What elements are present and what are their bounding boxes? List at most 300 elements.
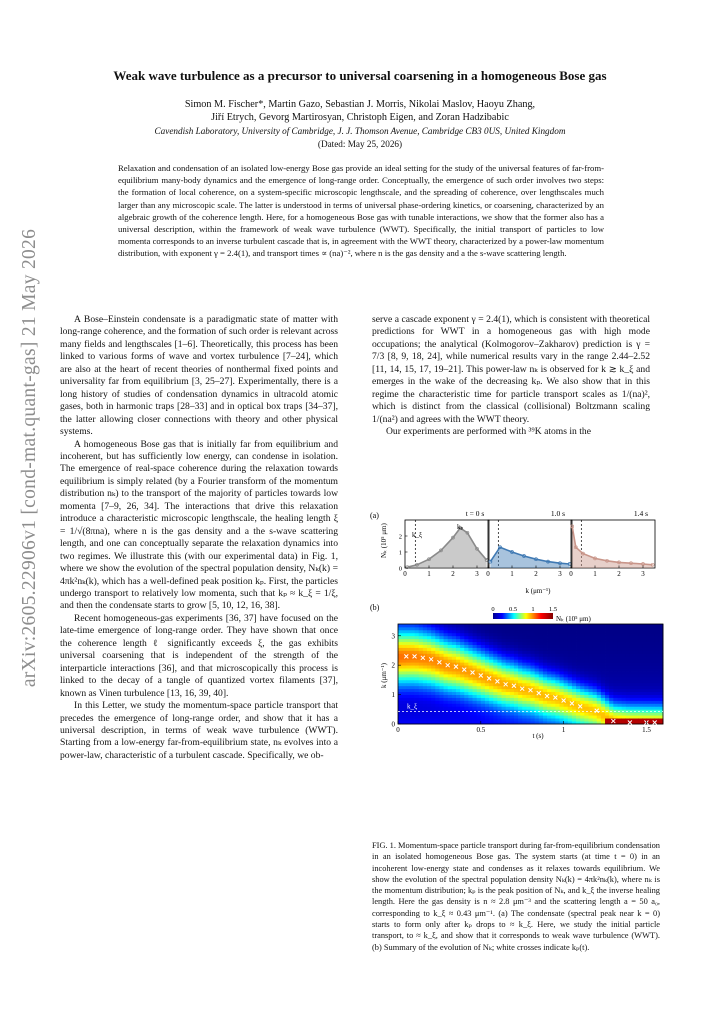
heatmap-cell [423, 645, 428, 648]
heatmap-cell [415, 633, 420, 636]
heatmap-cell [522, 648, 527, 651]
heatmap-cell [510, 671, 515, 674]
heatmap-cell [427, 645, 432, 648]
heatmap-cell [415, 715, 420, 718]
heatmap-cell [456, 671, 461, 674]
heatmap-cell [559, 630, 564, 633]
heatmap-cell [622, 689, 627, 692]
heatmap-cell [605, 677, 610, 680]
heatmap-cell [452, 656, 457, 659]
heatmap-cell [555, 645, 560, 648]
heatmap-cell [539, 636, 544, 639]
heatmap-cell [651, 677, 656, 680]
heatmap-cell [473, 698, 478, 701]
heatmap-cell [593, 636, 598, 639]
heatmap-cell [655, 624, 660, 627]
heatmap-cell [601, 706, 606, 709]
heatmap-cell [489, 659, 494, 662]
heatmap-cell [655, 712, 660, 715]
heatmap-cell [543, 718, 548, 721]
heatmap-cell [564, 636, 569, 639]
heatmap-cell [510, 642, 515, 645]
heatmap-cell [634, 659, 639, 662]
heatmap-cell [435, 686, 440, 689]
heatmap-cell [613, 636, 618, 639]
heatmap-cell [655, 683, 660, 686]
heatmap-cell [559, 703, 564, 706]
heatmap-cell [518, 642, 523, 645]
heatmap-cell [452, 645, 457, 648]
heatmap-cell [402, 633, 407, 636]
heatmap-cell [452, 648, 457, 651]
heatmap-cell [406, 665, 411, 668]
heatmap-cell [464, 648, 469, 651]
heatmap-cell [588, 636, 593, 639]
heatmap-cell [601, 715, 606, 718]
heatmap-cell [485, 668, 490, 671]
heatmap-cell [444, 648, 449, 651]
heatmap-cell [531, 659, 536, 662]
heatmap-cell [601, 650, 606, 653]
heatmap-cell [543, 650, 548, 653]
heatmap-cell [431, 715, 436, 718]
heatmap-cell [622, 700, 627, 703]
heatmap-cell [588, 700, 593, 703]
heatmap-cell [427, 648, 432, 651]
heatmap-cell [588, 698, 593, 701]
heatmap-cell [489, 624, 494, 627]
heatmap-cell [626, 642, 631, 645]
heatmap-cell [402, 712, 407, 715]
k-p-label: kₚ [456, 523, 464, 531]
heatmap-cell [572, 650, 577, 653]
heatmap-cell [539, 715, 544, 718]
heatmap-cell [526, 633, 531, 636]
heatmap-cell [535, 627, 540, 630]
heatmap-cell [423, 662, 428, 665]
heatmap-cell [464, 642, 469, 645]
heatmap-cell [473, 689, 478, 692]
heatmap-cell [473, 715, 478, 718]
heatmap-cell [543, 686, 548, 689]
heatmap-cell [568, 680, 573, 683]
heatmap-cell [622, 712, 627, 715]
heatmap-cell [464, 712, 469, 715]
heatmap-cell [551, 624, 556, 627]
heatmap-cell [655, 636, 660, 639]
heatmap-cell [531, 700, 536, 703]
heatmap-cell [642, 683, 647, 686]
heatmap-cell [477, 653, 482, 656]
heatmap-cell [651, 653, 656, 656]
heatmap-cell [588, 633, 593, 636]
panel-a-subplot [399, 509, 489, 578]
heatmap-cell [510, 712, 515, 715]
heatmap-cell [406, 662, 411, 665]
heatmap-cell [506, 645, 511, 648]
heatmap-cell [572, 715, 577, 718]
heatmap-cell [572, 645, 577, 648]
heatmap-cell [522, 680, 527, 683]
heatmap-cell [423, 706, 428, 709]
heatmap-cell [468, 692, 473, 695]
heatmap-cell [646, 624, 651, 627]
heatmap-cell [580, 674, 585, 677]
heatmap-cell [593, 662, 598, 665]
heatmap-cell [452, 695, 457, 698]
heatmap-cell [435, 639, 440, 642]
heatmap-cell [559, 645, 564, 648]
heatmap-cell [489, 680, 494, 683]
heatmap-cell [617, 668, 622, 671]
heatmap-cell [593, 624, 598, 627]
heatmap-cell [638, 689, 643, 692]
heatmap-cell [473, 662, 478, 665]
heatmap-cell [427, 668, 432, 671]
heatmap-cell [601, 718, 606, 721]
heatmap-cell [597, 671, 602, 674]
heatmap-cell [539, 706, 544, 709]
heatmap-cell [439, 627, 444, 630]
heatmap-cell [473, 630, 478, 633]
heatmap-cell [415, 692, 420, 695]
heatmap-cell [535, 680, 540, 683]
heatmap-cell [481, 659, 486, 662]
heatmap-cell [423, 689, 428, 692]
heatmap-cell [398, 677, 403, 680]
heatmap-cell [406, 698, 411, 701]
heatmap-cell [435, 650, 440, 653]
heatmap-cell [531, 624, 536, 627]
heatmap-cell [642, 662, 647, 665]
heatmap-cell [485, 653, 490, 656]
heatmap-cell [427, 642, 432, 645]
heatmap-cell [642, 642, 647, 645]
heatmap-cell [419, 671, 424, 674]
heatmap-cell [651, 680, 656, 683]
heatmap-cell [613, 703, 618, 706]
heatmap-cell [559, 718, 564, 721]
heatmap-cell [580, 648, 585, 651]
heatmap-cell [473, 627, 478, 630]
heatmap-cell [646, 686, 651, 689]
heatmap-cell [419, 633, 424, 636]
heatmap-cell [406, 642, 411, 645]
heatmap-cell [439, 650, 444, 653]
heatmap-cell [502, 677, 507, 680]
heatmap-cell [410, 671, 415, 674]
heatmap-cell [564, 668, 569, 671]
heatmap-cell [601, 627, 606, 630]
heatmap-cell [460, 650, 465, 653]
heatmap-cell [601, 692, 606, 695]
heatmap-cell [543, 665, 548, 668]
heatmap-cell [547, 686, 552, 689]
heatmap-cell [547, 648, 552, 651]
heatmap-cell [456, 659, 461, 662]
heatmap-cell [502, 630, 507, 633]
heatmap-cell [617, 674, 622, 677]
heatmap-cell [634, 698, 639, 701]
heatmap-cell [468, 689, 473, 692]
heatmap-cell [435, 695, 440, 698]
heatmap-cell [518, 674, 523, 677]
heatmap-cell [551, 633, 556, 636]
heatmap-cell [572, 633, 577, 636]
heatmap-cell [597, 665, 602, 668]
heatmap-cell [526, 695, 531, 698]
heatmap-cell [398, 639, 403, 642]
heatmap-cell [568, 633, 573, 636]
heatmap-cell [419, 630, 424, 633]
heatmap-cell [427, 650, 432, 653]
heatmap-cell [497, 653, 502, 656]
heatmap-cell [655, 689, 660, 692]
heatmap-cell [435, 712, 440, 715]
authors-line-2: Jiří Etrych, Gevorg Martirosyan, Christoph Eigen, and Zoran Hadzibabic [211, 112, 509, 123]
heatmap-cell [410, 689, 415, 692]
heatmap-cell [510, 630, 515, 633]
heatmap-cell [431, 698, 436, 701]
heatmap-cell [522, 656, 527, 659]
heatmap-cell [456, 692, 461, 695]
heatmap-cell [415, 677, 420, 680]
heatmap-cell [431, 624, 436, 627]
heatmap-cell [622, 668, 627, 671]
heatmap-cell [642, 639, 647, 642]
heatmap-cell [481, 715, 486, 718]
heatmap-cell [547, 662, 552, 665]
heatmap-cell [468, 695, 473, 698]
heatmap-cell [576, 659, 581, 662]
heatmap-cell [551, 686, 556, 689]
heatmap-cell [423, 703, 428, 706]
heatmap-cell [555, 674, 560, 677]
heatmap-cell [398, 671, 403, 674]
heatmap-cell [518, 665, 523, 668]
heatmap-cell [448, 683, 453, 686]
heatmap-cell [468, 645, 473, 648]
heatmap-cell [464, 624, 469, 627]
heatmap-cell [510, 662, 515, 665]
heatmap-cell [593, 668, 598, 671]
heatmap-cell [456, 642, 461, 645]
paragraph: serve a cascade exponent γ = 2.4(1), which is consistent with theoretical predictions for WWT in a homogeneous gas with high mode occupations; the analytical (Kolmogorov–Zakharov) prediction is γ = 7/3 [8, 9, 18, 24], while numerical results vary in the range 2.44–2.52 [11, 14, 15, 17, 19–21]. This power-law nₖ is observed for k ≳ k_ξ and emerges in the wake of the decreasing kₚ. We also show that in this regime the characteristic time for particle transport scales as 1/(na)², which is distinct from the classical (collisional) Boltzmann scaling 1/(na²) and agrees with the WWT theory. [372, 314, 650, 425]
heatmap-cell [439, 718, 444, 721]
heatmap-cell [551, 648, 556, 651]
heatmap-cell [485, 645, 490, 648]
heatmap-cell [576, 683, 581, 686]
heatmap-cell [497, 671, 502, 674]
heatmap-cell [617, 718, 622, 721]
heatmap-cell [410, 677, 415, 680]
heatmap-cell [531, 668, 536, 671]
heatmap-cell [431, 686, 436, 689]
heatmap-cell [514, 645, 519, 648]
heatmap-cell [535, 715, 540, 718]
heatmap-cell [439, 706, 444, 709]
heatmap-cell [651, 633, 656, 636]
heatmap-cell [493, 665, 498, 668]
heatmap-cell [439, 674, 444, 677]
heatmap-cell [531, 662, 536, 665]
heatmap-cell [564, 659, 569, 662]
heatmap-cell [460, 677, 465, 680]
heatmap-cell [497, 698, 502, 701]
heatmap-cell [489, 689, 494, 692]
heatmap-cell [651, 689, 656, 692]
heatmap-cell [613, 668, 618, 671]
heatmap-cell [547, 706, 552, 709]
time-label: 1.0 s [550, 509, 566, 518]
heatmap-cell [642, 650, 647, 653]
heatmap-cell [543, 653, 548, 656]
heatmap-cell [588, 677, 593, 680]
heatmap-cell [564, 718, 569, 721]
body-right-column [372, 314, 650, 439]
heatmap-cell [493, 627, 498, 630]
x-tick-label: 3 [558, 570, 562, 578]
heatmap-cell [514, 636, 519, 639]
heatmap-cell [464, 718, 469, 721]
heatmap-cell [626, 677, 631, 680]
heatmap-cell [539, 683, 544, 686]
x-tick-label: 1 [510, 570, 514, 578]
heatmap-cell [580, 627, 585, 630]
heatmap-cell [539, 718, 544, 721]
heatmap-cell [651, 695, 656, 698]
heatmap-cell [448, 674, 453, 677]
heatmap-cell [609, 689, 614, 692]
heatmap-cell [539, 662, 544, 665]
heatmap-cell [423, 715, 428, 718]
heatmap-cell [646, 633, 651, 636]
heatmap-cell [468, 712, 473, 715]
heatmap-cell [564, 677, 569, 680]
abstract: Relaxation and condensation of an isolated low-energy Bose gas provide an ideal setting for the study of the universal features of far-from-equilibrium many-body dynamics and the emergence of long-range order. Conceptually, the emergence of such order involves two steps: the formation of local coherence, on a system-specific microscopic lengthscale, and the spreading of coherence, over lengthscales much larger than any microscopic scale. The latter is understood in terms of universal phase-ordering kinetics, or coarsening, characterized by an algebraic growth of the coherence length. Here, for a homogeneous Bose gas with tunable interactions, we show that the former also has a universal description, within the framework of weak wave turbulence (WWT). Specifically, the initial transport of particles to low momenta corresponds to an inverse turbulent cascade that is, in agreement with the WWT theory, characterized by a power-law momentum distribution, with exponent γ = 2.4(1), and transport times ∝ (na)⁻², where n is the gas density and a the s-wave scattering length. [118, 163, 604, 259]
heatmap-cell [489, 718, 494, 721]
heatmap-cell [551, 639, 556, 642]
heatmap-cell [444, 674, 449, 677]
heatmap-cell [580, 630, 585, 633]
heatmap-cell [398, 712, 403, 715]
heatmap-cell [456, 712, 461, 715]
heatmap-cell [655, 692, 660, 695]
heatmap-cell [468, 686, 473, 689]
heatmap-cell [642, 674, 647, 677]
heatmap-cell [597, 639, 602, 642]
heatmap-cell [593, 648, 598, 651]
heatmap-cell [456, 639, 461, 642]
heatmap-cell [489, 706, 494, 709]
heatmap-cell [547, 680, 552, 683]
heatmap-cell [547, 653, 552, 656]
heatmap-cell [448, 653, 453, 656]
heatmap-cell [655, 633, 660, 636]
heatmap-cell [493, 639, 498, 642]
heatmap-cell [456, 633, 461, 636]
b-y-axis-label: k (μm⁻¹) [380, 663, 388, 688]
heatmap-cell [630, 642, 635, 645]
heatmap-cell [510, 665, 515, 668]
heatmap-cell [497, 624, 502, 627]
heatmap-cell [518, 627, 523, 630]
heatmap-cell [626, 624, 631, 627]
heatmap-cell [531, 715, 536, 718]
heatmap-cell [646, 665, 651, 668]
heatmap-cell [539, 677, 544, 680]
heatmap-cell [626, 698, 631, 701]
heatmap-cell [531, 692, 536, 695]
heatmap-cell [439, 668, 444, 671]
heatmap-cell [597, 630, 602, 633]
heatmap-cell [630, 689, 635, 692]
heatmap-cell [646, 706, 651, 709]
heatmap-cell [559, 662, 564, 665]
heatmap-cell [609, 639, 614, 642]
heatmap-cell [489, 642, 494, 645]
heatmap-cell [419, 624, 424, 627]
heatmap-cell [634, 624, 639, 627]
heatmap-cell [551, 703, 556, 706]
heatmap-cell [439, 630, 444, 633]
heatmap-cell [551, 715, 556, 718]
heatmap-cell [477, 639, 482, 642]
heatmap-cell [576, 642, 581, 645]
heatmap-cell [444, 642, 449, 645]
heatmap-cell [477, 692, 482, 695]
arxiv-identifier-text: arXiv:2605.22906v1 [cond-mat.quant-gas] 21 May 2026 [19, 228, 41, 688]
heatmap-cell [597, 712, 602, 715]
heatmap-cell [514, 633, 519, 636]
heatmap-cell [522, 683, 527, 686]
heatmap-cell [493, 703, 498, 706]
heatmap-cell [651, 668, 656, 671]
heatmap-cell [410, 692, 415, 695]
heatmap-cell [398, 698, 403, 701]
heatmap-cell [630, 706, 635, 709]
heatmap-cell [588, 703, 593, 706]
heatmap-cell [651, 656, 656, 659]
heatmap-cell [398, 627, 403, 630]
heatmap-cell [572, 674, 577, 677]
heatmap-cell [497, 706, 502, 709]
heatmap-cell [634, 627, 639, 630]
heatmap-cell [493, 648, 498, 651]
heatmap-cell [415, 642, 420, 645]
heatmap-cell [576, 712, 581, 715]
heatmap-cell [559, 665, 564, 668]
heatmap-cell [655, 695, 660, 698]
heatmap-cell [406, 712, 411, 715]
heatmap-cell [584, 668, 589, 671]
heatmap-cell [543, 636, 548, 639]
heatmap-cell [634, 715, 639, 718]
heatmap-cell [456, 700, 461, 703]
heatmap-cell [522, 668, 527, 671]
heatmap-cell [497, 642, 502, 645]
heatmap-cell [402, 689, 407, 692]
heatmap-cell [613, 630, 618, 633]
heatmap-cell [601, 703, 606, 706]
heatmap-cell [444, 630, 449, 633]
heatmap-cell [555, 706, 560, 709]
heatmap-cell [605, 680, 610, 683]
heatmap-cell [651, 636, 656, 639]
heatmap-cell [518, 671, 523, 674]
heatmap-cell [522, 695, 527, 698]
heatmap-cell [506, 677, 511, 680]
